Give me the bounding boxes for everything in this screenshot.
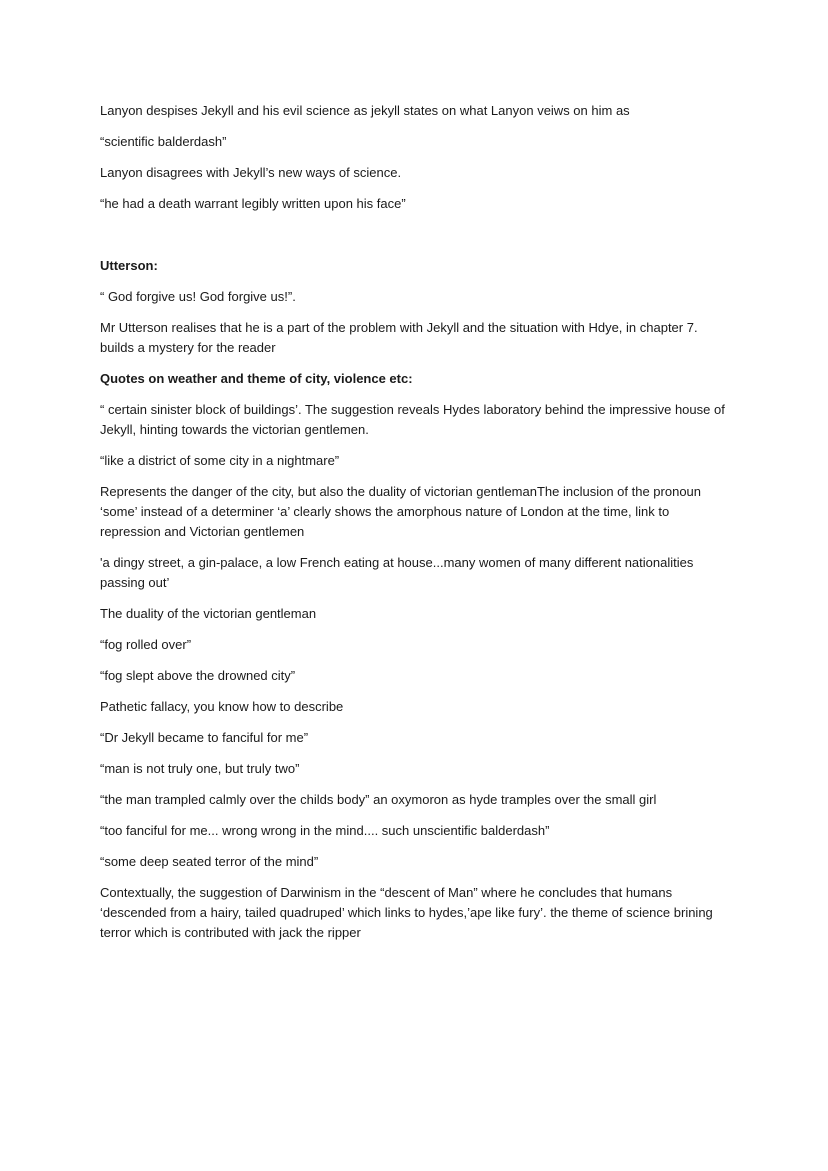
quote-deep-seated-terror: “some deep seated terror of the mind” [100,854,319,869]
paragraph-utterson-realises: Mr Utterson realises that he is a part of the problem with Jekyll and the situation with Hdye, in chapter 7. builds a mystery for the reader [100,320,698,355]
document-body [100,101,732,954]
quote-scientific-balderdash: “scientific balderdash” [100,134,227,149]
paragraph-danger-of-city: Represents the danger of the city, but also the duality of victorian gentlemanThe inclusion of the pronoun ‘some’ instead of a determiner ‘a’ clearly shows the amorphous nature of London at the time, link to repression and Victorian gentlemen [100,484,702,539]
quote-god-forgive-us: “ God forgive us! God forgive us!”. [100,289,296,304]
quote-district-nightmare: “like a district of some city in a nightmare” [100,453,340,468]
heading-weather-city-quotes: Quotes on weather and theme of city, violence etc: [100,371,413,386]
quote-trampled: “the man trampled calmly over the childs body” an oxymoron as hyde tramples over the small girl [100,792,657,807]
quote-death-warrant: “he had a death warrant legibly written upon his face” [100,196,406,211]
paragraph-duality: The duality of the victorian gentleman [100,606,317,621]
spacer [100,225,732,256]
quote-fog-rolled: “fog rolled over” [100,637,192,652]
paragraph-pathetic-fallacy: Pathetic fallacy, you know how to describe [100,699,344,714]
paragraph-lanyon-disagrees: Lanyon disagrees with Jekyll’s new ways of science. [100,165,402,180]
paragraph-lanyon-despises: Lanyon despises Jekyll and his evil science as jekyll states on what Lanyon veiws on him as [100,103,630,118]
quote-fanciful: “Dr Jekyll became to fanciful for me” [100,730,309,745]
heading-utterson: Utterson: [100,258,158,273]
quote-too-fanciful: “too fanciful for me... wrong wrong in the mind.... such unscientific balderdash” [100,823,550,838]
quote-sinister-block: “ certain sinister block of buildings’. The suggestion reveals Hydes laboratory behind the impressive house of Jekyll, hinting towards the victorian gentlemen. [100,402,725,437]
paragraph-darwinism-context: Contextually, the suggestion of Darwinism in the “descent of Man” where he concludes that humans ‘descended from a hairy, tailed quadruped’ which links to hydes,’ape like fury’. the theme of science brining terror which is contributed with jack the ripper [100,885,713,940]
quote-truly-two: “man is not truly one, but truly two” [100,761,300,776]
quote-fog-slept: “fog slept above the drowned city” [100,668,296,683]
quote-dingy-street: 'a dingy street, a gin-palace, a low French eating at house...many women of many different nationalities passing out’ [100,555,694,590]
